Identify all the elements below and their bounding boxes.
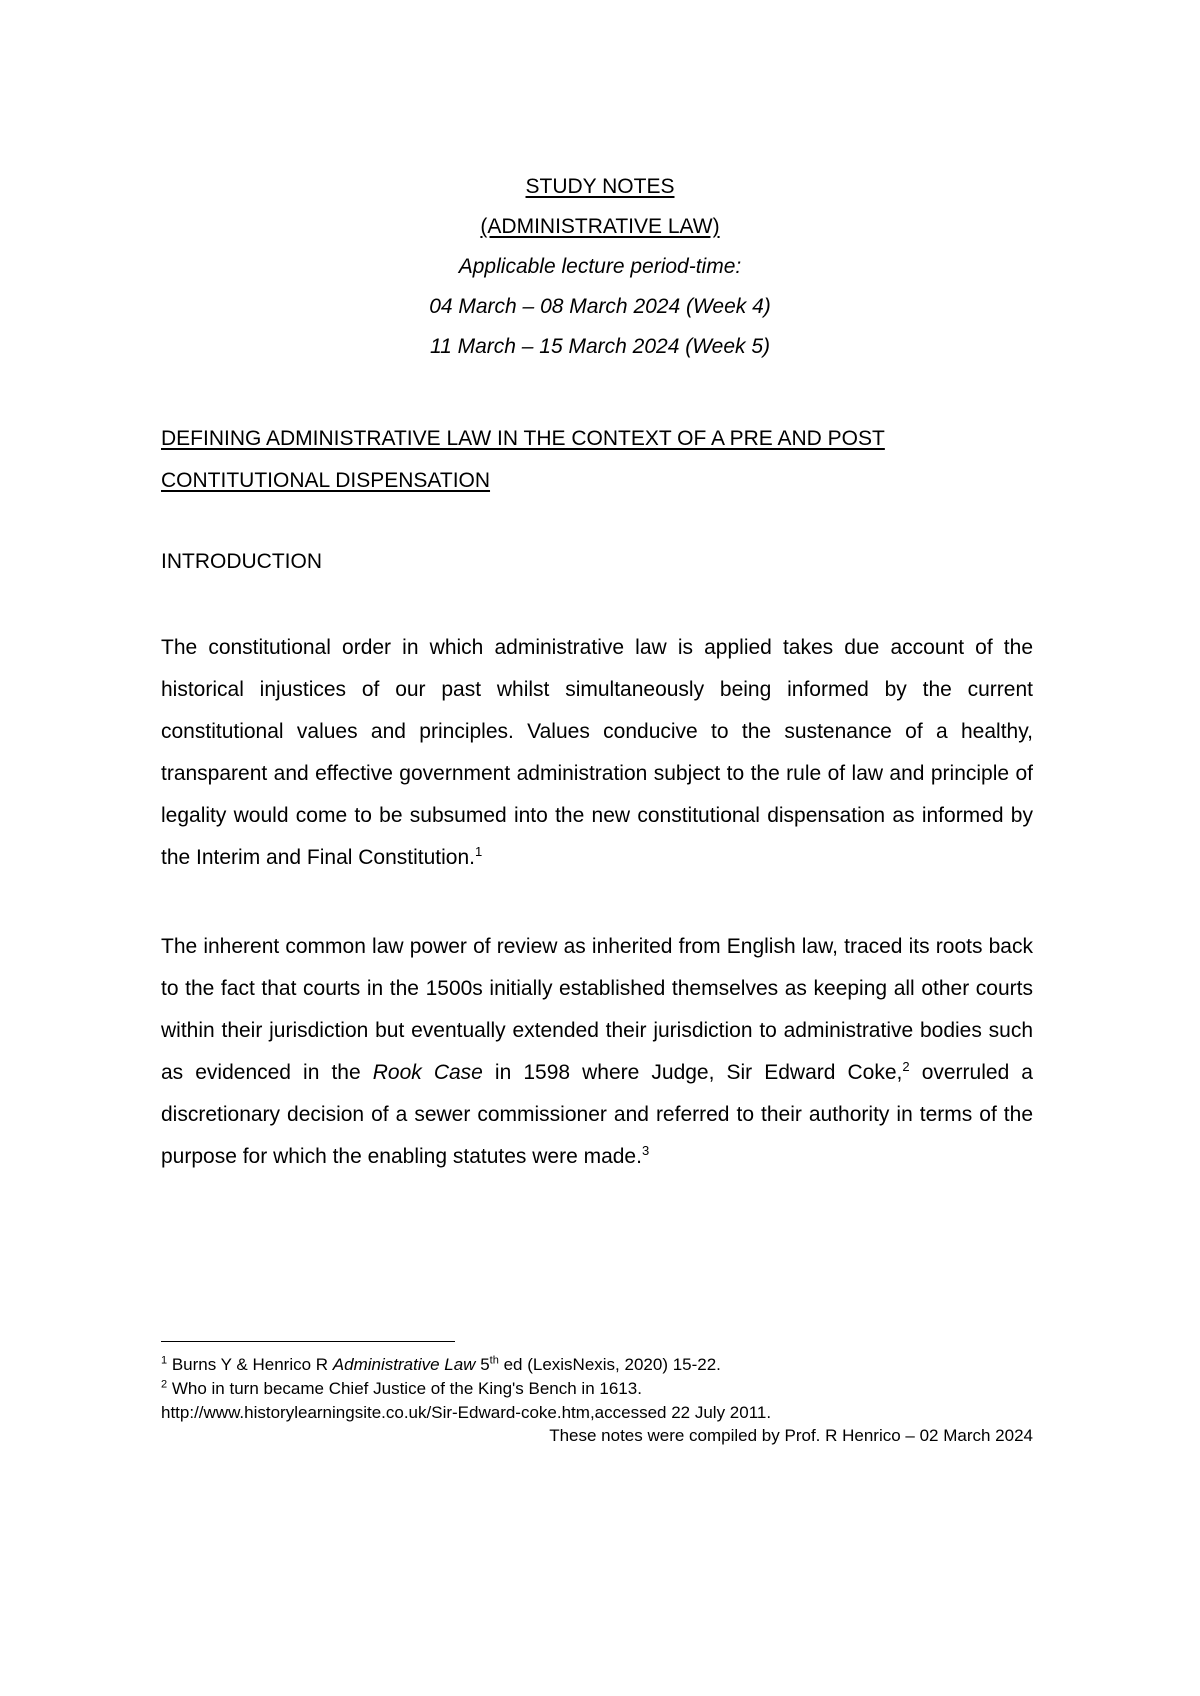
footnote-1-number: 1 xyxy=(161,1354,168,1367)
footnote-1-ordinal: th xyxy=(489,1354,499,1367)
footnote-1 xyxy=(161,1353,1033,1377)
introduction-heading: INTRODUCTION xyxy=(161,550,322,573)
paragraph-1-text: The constitutional order in which administrative law is applied takes due account of the historical injustices of our past whilst simultaneously being informed by the current constitutional values and principles. Values conducive to the sustenance of a healthy, transparent and effective government administration subject to the rule of law and principle of legality would come to be subsumed into the new constitutional dispensation as informed by the Interim and Final Constitution. xyxy=(161,636,1033,869)
footnote-1-text-c: ed (LexisNexis, 2020) 15-22. xyxy=(498,1355,721,1374)
body-paragraph-2 xyxy=(161,926,1033,1178)
section-heading-line-2: CONTITUTIONAL DISPENSATION xyxy=(161,469,491,492)
footnote-separator xyxy=(161,1341,455,1342)
footnote-ref-2[interactable]: 2 xyxy=(902,1059,910,1074)
compiled-by-footer: These notes were compiled by Prof. R Henrico – 02 March 2024 xyxy=(549,1426,1033,1445)
paragraph-2-text-a: The inherent common law power of review as inherited from English law, traced its roots back to the fact that courts in the 1500s initially established themselves as keeping all other courts within their jurisdiction but eventually extended their jurisdiction to administrative bodies such as evidenced in the xyxy=(161,935,1033,1084)
lecture-period-label: Applicable lecture period-time: xyxy=(458,255,742,278)
case-name: Rook Case xyxy=(372,1061,483,1084)
lecture-period-week4: 04 March – 08 March 2024 (Week 4) xyxy=(429,295,771,318)
lecture-period-week5: 11 March – 15 March 2024 (Week 5) xyxy=(429,335,771,358)
document-title: STUDY NOTES xyxy=(525,175,675,198)
section-heading-line-1: DEFINING ADMINISTRATIVE LAW IN THE CONTEXT OF A PRE AND POST xyxy=(161,427,885,450)
footnote-1-book-title: Administrative Law xyxy=(332,1355,476,1374)
footnote-2-number: 2 xyxy=(161,1378,168,1391)
footnote-2 xyxy=(161,1377,1033,1401)
footnote-2-text: Who in turn became Chief Justice of the King's Bench in 1613. xyxy=(167,1379,642,1398)
paragraph-2-text-b: in 1598 where Judge, Sir Edward Coke, xyxy=(482,1061,903,1084)
body-paragraph-1 xyxy=(161,627,1033,879)
document-subtitle: (ADMINISTRATIVE LAW) xyxy=(480,215,720,238)
footnote-1-text-b: 5 xyxy=(475,1355,490,1374)
footnote-3-link[interactable]: http://www.historylearningsite.co.uk/Sir-Edward-coke.htm,accessed 22 July 2011. xyxy=(161,1403,772,1422)
footnote-1-text-a: Burns Y & Henrico R xyxy=(167,1355,333,1374)
paragraph-2-text-c: overruled a discretionary decision of a sewer commissioner and referred to their authority in terms of the purpose for which the enabling statutes were made. xyxy=(161,1061,1033,1168)
footnote-ref-1[interactable]: 1 xyxy=(475,844,483,859)
section-heading xyxy=(161,418,1033,502)
footnote-ref-3[interactable]: 3 xyxy=(641,1143,650,1158)
